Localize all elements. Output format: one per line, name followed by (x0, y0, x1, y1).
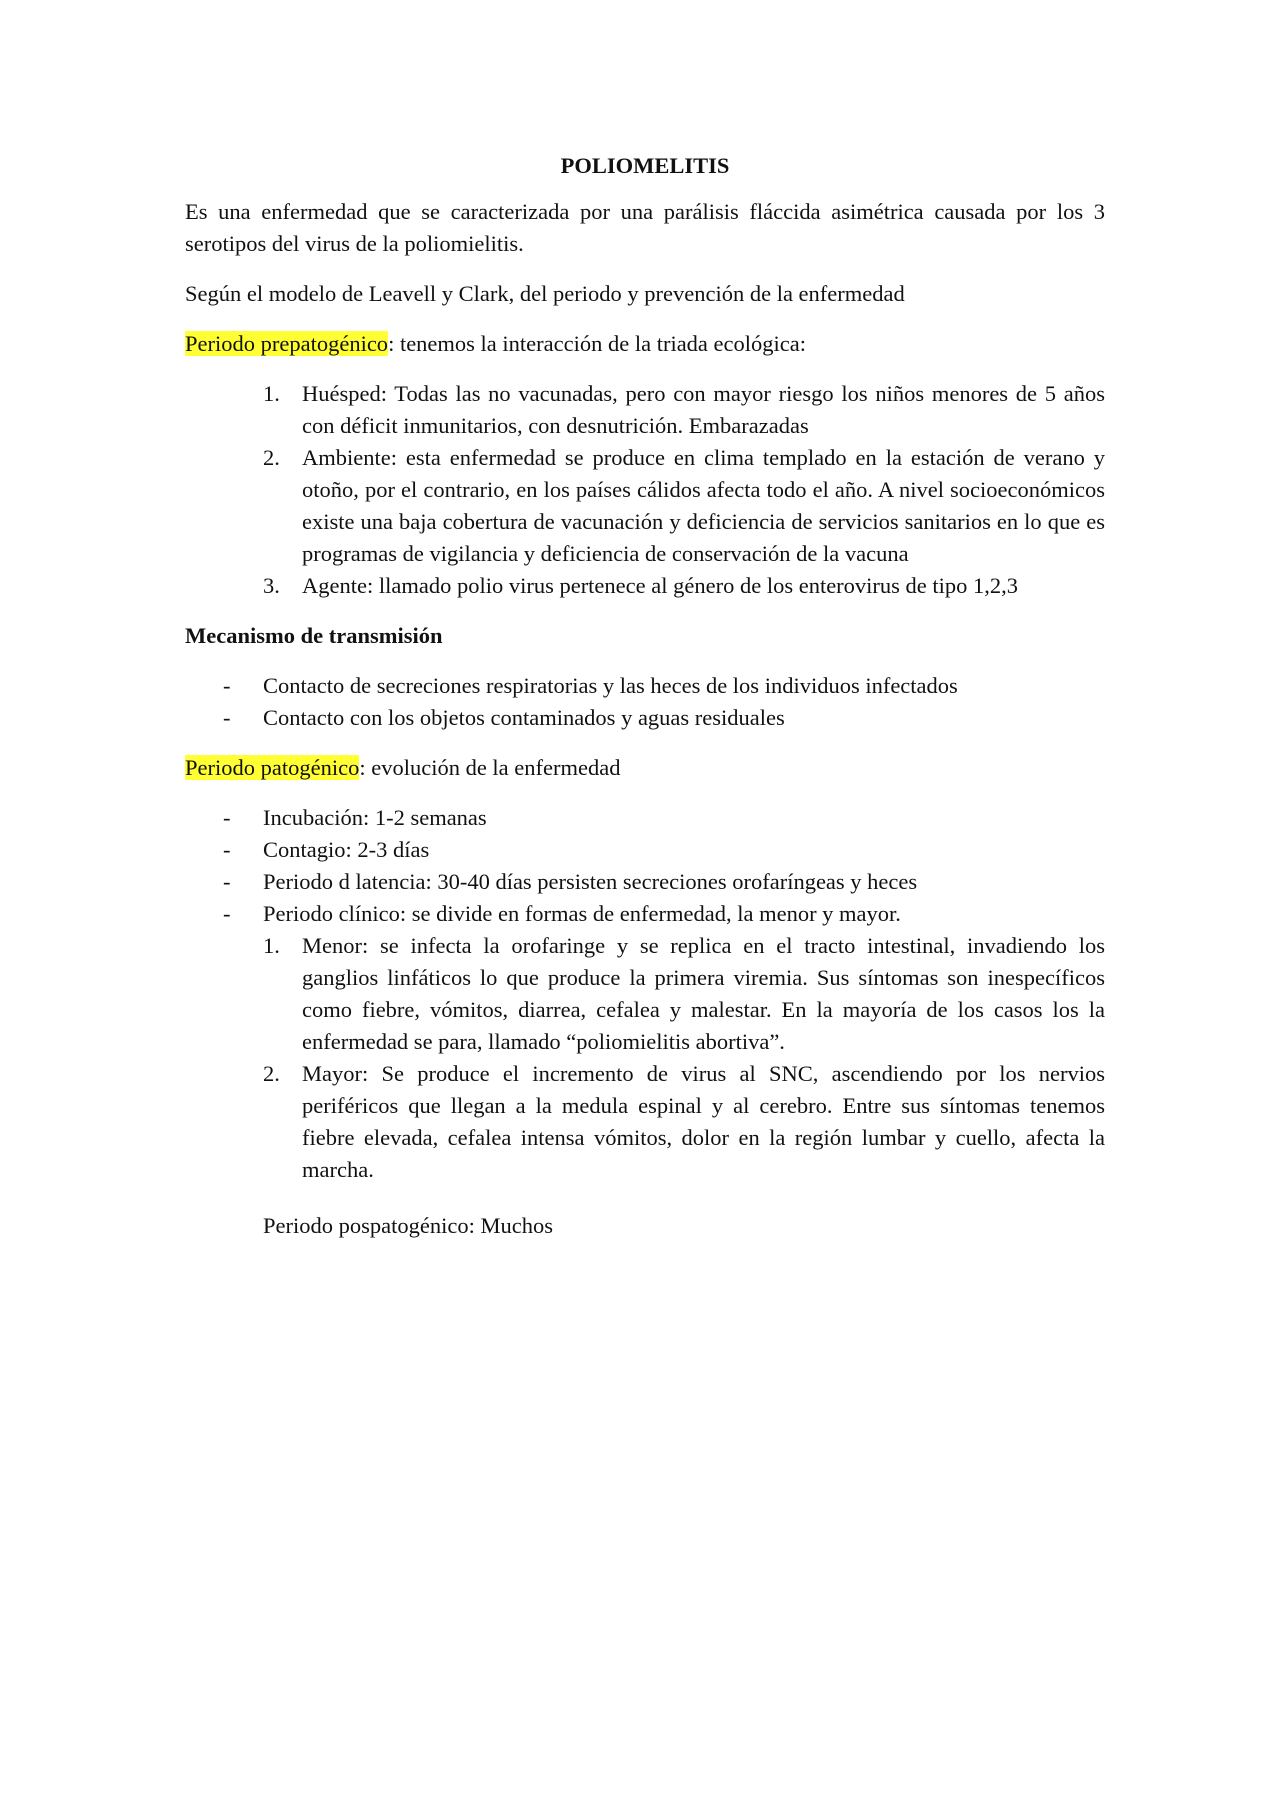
list-item (223, 670, 1105, 702)
list-item-text: Contacto de secreciones respiratorias y las heces de los individuos infectados (263, 673, 958, 698)
pospatogenico-paragraph: Periodo pospatogénico: Muchos (263, 1213, 553, 1238)
patogenico-text: : evolución de la enfermedad (359, 755, 621, 780)
list-item (263, 570, 1105, 602)
list-item (223, 834, 1105, 866)
list-marker: 2. (263, 445, 280, 470)
list-item (263, 930, 1105, 1058)
list-item-text: Agente: llamado polio virus pertenece al género de los enterovirus de tipo 1,2,3 (302, 573, 1019, 598)
prepatogenico-highlight: Periodo prepatogénico (185, 331, 389, 356)
patogenico-paragraph (185, 752, 1105, 784)
list-marker: 1. (263, 381, 280, 406)
list-item-text: Incubación: 1-2 semanas (263, 805, 487, 830)
list-item-text: Huésped: Todas las no vacunadas, pero con mayor riesgo los niños menores de 5 años con déficit inmunitarios, con desnutrición. Embarazadas (302, 381, 1105, 438)
list-item (263, 442, 1105, 570)
list-item-text: Contacto con los objetos contaminados y aguas residuales (263, 705, 785, 730)
transmision-heading: Mecanismo de transmisión (185, 623, 443, 648)
list-item (263, 378, 1105, 442)
list-item (223, 702, 1105, 734)
model-paragraph: Según el modelo de Leavell y Clark, del periodo y prevención de la enfermedad (185, 281, 905, 306)
transmision-list (185, 670, 1105, 734)
list-marker: 3. (263, 573, 280, 598)
list-marker: - (223, 869, 231, 894)
list-marker: 1. (263, 933, 280, 958)
list-item (223, 866, 1105, 898)
list-marker: 2. (263, 1061, 280, 1086)
list-item-text: Periodo clínico: se divide en formas de enfermedad, la menor y mayor. (263, 901, 901, 926)
list-item-text: Mayor: Se produce el incremento de virus al SNC, ascendiendo por los nervios periféricos que llegan a la medula espinal y al cerebro. Entre sus síntomas tenemos fiebre elevada, cefalea intensa vómitos, dolor en la región lumbar y cuello, afecta la marcha. (302, 1061, 1105, 1182)
list-marker: - (223, 805, 231, 830)
list-item (223, 898, 1105, 1186)
intro-paragraph: Es una enfermedad que se caracterizada por una parálisis fláccida asimétrica causada por los 3 serotipos del virus de la poliomielitis. (185, 199, 1105, 256)
list-marker: - (223, 837, 231, 862)
list-marker: - (223, 705, 231, 730)
patogenico-list (185, 802, 1105, 1186)
list-marker: - (223, 901, 231, 926)
list-item-text: Periodo d latencia: 30-40 días persisten secreciones orofaríngeas y heces (263, 869, 918, 894)
list-item-text: Contagio: 2-3 días (263, 837, 430, 862)
prepatogenico-text: : tenemos la interacción de la triada ecológica: (388, 331, 806, 356)
list-item-text: Menor: se infecta la orofaringe y se replica en el tracto intestinal, invadiendo los ganglios linfáticos lo que produce la primera viremia. Sus síntomas son inespecíficos como fiebre, vómitos, diarrea, cefalea y malestar. En la mayoría de los casos los la enfermedad se para, llamado “poliomielitis abortiva”. (302, 933, 1105, 1054)
document-title: POLIOMELITIS (560, 153, 730, 178)
prepatogenico-paragraph (185, 328, 1105, 360)
list-item (263, 1058, 1105, 1186)
list-item-text: Ambiente: esta enfermedad se produce en clima templado en la estación de verano y otoño, por el contrario, en los países cálidos afecta todo el año. A nivel socioeconómicos existe una baja cobertura de vacunación y deficiencia de servicios sanitarios en lo que es programas de vigilancia y deficiencia de conservación de la vacuna (302, 445, 1105, 566)
triada-list (185, 378, 1105, 602)
patogenico-highlight: Periodo patogénico (185, 755, 360, 780)
list-item (223, 802, 1105, 834)
list-marker: - (223, 673, 231, 698)
clinical-forms-list (263, 930, 1105, 1186)
